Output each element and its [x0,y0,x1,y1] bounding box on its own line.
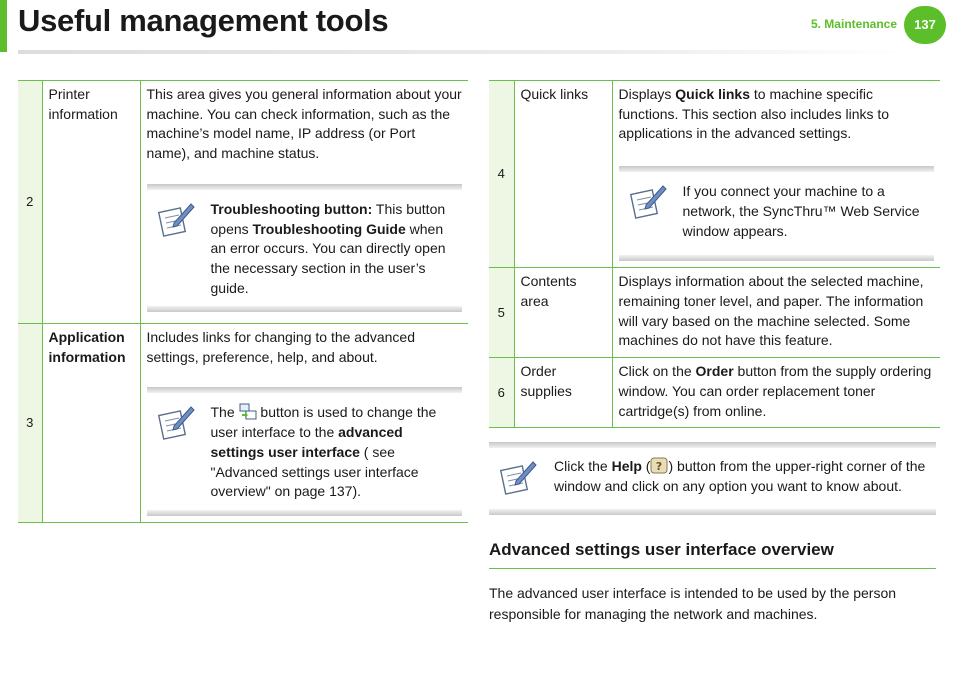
row-number: 3 [18,324,42,523]
help-note-text [554,457,936,496]
row-description-cell [140,324,468,523]
table-row [489,358,940,428]
row-description-cell [140,81,468,324]
page-title: Useful management tools [18,3,389,38]
row-description [612,358,940,428]
row-number: 6 [489,358,514,428]
help-question-icon [650,457,668,474]
note-box [147,184,463,313]
note-text-part: ( see "Advanced settings user interface overview" on page 137). [210,443,419,500]
table-row [18,324,468,523]
note-text-part: This button opens [210,200,446,237]
header-accent-bar [0,0,7,52]
section-heading-rule [489,568,936,569]
table-row [489,81,940,268]
note-pencil-icon [629,182,669,222]
note-text [211,403,459,502]
page-number-badge: 137 [904,6,946,44]
note-pencil-icon [157,403,197,443]
row-number: 4 [489,81,514,268]
desc-bold-term: Order [695,363,734,380]
table-row [489,268,940,358]
left-info-table [18,80,468,523]
row-number: 5 [489,268,514,358]
note-bold-term: advanced settings user interface [210,424,403,460]
note-bold-label: Troubleshooting button: [210,200,373,217]
note-text-part: ) button from the upper-right corner of the window and click on any option you want to know about. [554,458,926,494]
row-name: Quick links [514,81,612,268]
note-text-part: The [210,404,239,421]
note-text-part: button is used to change the user interface to the [210,404,437,441]
row-name: Application information [42,324,140,523]
row-description: Includes links for changing to the advanced settings, preference, help, and about. [146,329,416,365]
row-description [619,85,935,144]
desc-text-part: Click on the [618,363,696,380]
note-text: If you connect your machine to a network, the SyncThru™ Web Service window appears. [682,183,920,239]
note-text-part: Click the [554,458,612,474]
desc-bold-term: Quick links [675,86,750,102]
note-box [147,387,463,516]
section-heading: Advanced settings user interface overview [489,540,834,559]
row-name: Order supplies [514,358,612,428]
row-description: Displays information about the selected machine, remaining toner level, and paper. The information will vary based on the machine selected. Some machines do not have this feature. [612,268,940,358]
help-note-box [489,442,936,515]
svg-text:?: ? [656,460,663,473]
note-pencil-icon [499,458,539,498]
section-label: 5. Maintenance [810,17,897,31]
row-name: Printer information [42,81,140,324]
switch-ui-icon [239,403,257,420]
table-row [18,81,468,324]
section-paragraph: The advanced user interface is intended to be used by the person responsible for managing the network and machines. [489,585,897,622]
note-bold-term: Troubleshooting Guide [252,220,406,237]
row-number: 2 [18,81,42,324]
note-text [211,200,459,299]
header-divider [18,50,908,54]
note-text-part: ( [641,458,651,474]
note-box [619,166,935,261]
note-text-part: when an error occurs. You can directly open the necessary section in the user’s guide. [210,220,446,296]
row-description-cell [612,81,940,268]
desc-text-part: button from the supply ordering window. You can order replacement toner cartridge(s) from online. [618,363,932,419]
row-name: Contents area [514,268,612,358]
note-pencil-icon [157,200,197,240]
desc-text-part: Displays [618,86,676,102]
desc-text-part: to machine specific functions. This section also includes links to applications in the advanced settings. [618,86,890,142]
right-info-table [489,80,940,428]
row-description: This area gives you general information about your machine. You can check information, such as the machine’s model name, IP address (or Port name), and machine status. [146,86,462,162]
note-bold-term: Help [611,458,642,474]
